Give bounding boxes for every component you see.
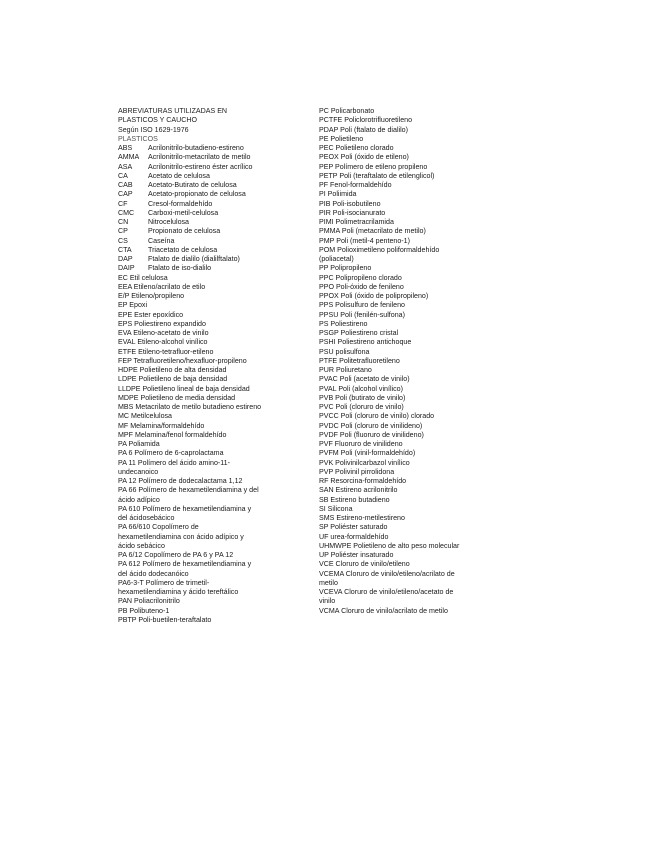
abbreviation-entry: del ácido dodecanóico — [118, 569, 189, 578]
abbreviation-entry: PBTP Poli-buetilen-teraftalato — [118, 615, 212, 624]
abbreviation-entry: PVDC Poli (cloruro de vinilideno) — [319, 421, 423, 430]
abbreviation-entry: PIMI Polimetracrilamida — [319, 218, 394, 226]
abbreviation-entry: HDPE Polietileno de alta densidad — [118, 366, 227, 374]
abbreviation-entry: PSGP Poliestireno cristal — [319, 329, 399, 337]
abbreviation-entry: PDAP Poli (ftalato de dialilo) — [319, 125, 408, 134]
abbreviation-entry: PVDF Poli (fluoruro de vinilideno) — [319, 430, 424, 439]
abbreviation-entry: ETFE Etileno-tetrafluor-etileno — [118, 347, 214, 356]
abbreviation-code: CAB — [118, 181, 133, 189]
abbreviation-entry: PPSU Poli (fenilén-sulfona) — [319, 310, 405, 319]
abbreviation-entry: PA 612 Polímero de hexametilendiamina y — [118, 560, 252, 569]
abbreviation-entry: MF Melamina/formaldehído — [118, 421, 205, 430]
abbreviation-entry: PVCC Poli (cloruro de vinilo) clorado — [319, 412, 435, 421]
abbreviation-entry: MPF Melamina/fenol formaldehído — [118, 430, 227, 439]
abbreviation-entry: PI Poliimida — [319, 190, 357, 199]
abbreviation-entry: EC Etil celulosa — [118, 273, 168, 282]
abbreviation-entry: MBS Metacrilato de metilo butadieno estireno — [118, 403, 262, 411]
heading-line: ABREVIATURAS UTILIZADAS EN — [118, 107, 228, 115]
abbreviation-entry: (poliacetal) — [319, 255, 354, 263]
abbreviation-entry: undecanoico — [118, 467, 159, 476]
abbreviation-entry: PA 11 Polímero del ácido amino-11- — [118, 458, 230, 467]
abbreviation-entry: PA 12 Polímero de dodecalactama 1,12 — [118, 477, 243, 485]
abbreviation-entry: PA Poliamida — [118, 440, 160, 448]
abbreviation-entry: PSU polisulfona — [319, 347, 370, 356]
abbreviation-code: CAP — [118, 190, 133, 199]
abbreviation-description: Acrilonitrilo-metacrilato de metilo — [148, 153, 251, 162]
abbreviation-entry: SI Silicona — [319, 504, 353, 513]
abbreviation-entry: VCEVA Cloruro de vinilo/etileno/acetato de — [319, 588, 454, 596]
abbreviation-entry: RF Resorcina-formaldehído — [319, 477, 407, 485]
abbreviation-entry: PVAL Poli (alcohol vinílico) — [319, 384, 403, 393]
abbreviation-entry: PPS Polisulfuro de fenileno — [319, 301, 405, 310]
abbreviation-entry: LLDPE Polietileno lineal de baja densidad — [118, 384, 250, 393]
abbreviation-row — [118, 172, 308, 181]
abbreviation-entry: EVAL Etileno-alcohol vinílico — [118, 338, 208, 347]
abbreviation-entry: ácido sebácico — [118, 541, 165, 550]
abbreviation-entry: del ácidosebácico — [118, 514, 175, 522]
abbreviation-code: CP — [118, 227, 128, 236]
abbreviation-entry: PVC Poli (cloruro de vinilo) — [319, 403, 404, 411]
abbreviation-entry: PVAC Poli (acetato de vinilo) — [319, 375, 410, 384]
right-column — [319, 107, 524, 616]
abbreviation-entry: vinilo — [319, 597, 336, 606]
abbreviation-description: Acrilonitrilo-estireno éster acrílico — [148, 162, 253, 171]
abbreviation-entry: PP Polipropileno — [319, 264, 372, 273]
abbreviation-entry: LDPE Polietileno de baja densidad — [118, 375, 228, 384]
abbreviation-entry: PA 66 Polímero de hexametilendiamina y del — [118, 486, 259, 495]
abbreviation-code: AMMA — [118, 153, 140, 162]
abbreviation-entry: PVK Polivinilcarbazol vinílico — [319, 458, 410, 467]
abbreviation-entry: EPE Ester epoxídico — [118, 310, 184, 319]
abbreviation-entry: PA 66/610 Copolímero de — [118, 523, 199, 532]
abbreviation-entry: PA6-3-T Polímero de trimetil- — [118, 578, 210, 587]
abbreviation-entry: metilo — [319, 578, 338, 587]
abbreviation-entry: PVFM Poli (vinil-formaldehído) — [319, 449, 416, 458]
abbreviation-row — [118, 218, 308, 227]
abbreviation-row — [118, 153, 308, 162]
abbreviation-description: Triacetato de celulosa — [148, 245, 218, 254]
section-title: PLASTICOS — [118, 134, 158, 143]
abbreviation-entry: PA 610 Polímero de hexametilendiamina y — [118, 504, 252, 513]
abbreviation-entry: PB Polibuteno-1 — [118, 606, 170, 615]
abbreviation-entry: VCEMA Cloruro de vinilo/etileno/acrilato de — [319, 569, 455, 578]
abbreviation-entry: SP Poliéster saturado — [319, 523, 388, 532]
abbreviation-code: CN — [118, 218, 129, 226]
abbreviation-description: Acetato de celulosa — [148, 171, 210, 180]
abbreviation-entry: PVF Fluoruro de vinilideno — [319, 440, 403, 448]
abbreviation-entry: E/P Etileno/propileno — [118, 292, 185, 300]
abbreviation-code: CA — [118, 171, 128, 180]
abbreviation-code: DAP — [118, 255, 133, 263]
abbreviation-row — [118, 209, 308, 218]
abbreviation-row — [118, 246, 308, 255]
abbreviation-entry: MDPE Polietileno de media densidad — [118, 393, 236, 402]
abbreviation-description: Acetato-Butirato de celulosa — [148, 181, 237, 189]
abbreviation-entry: EP Epoxi — [118, 301, 148, 310]
abbreviation-code: DAIP — [118, 264, 135, 273]
abbreviation-description: Acetato-propionato de celulosa — [148, 190, 246, 199]
abbreviation-row — [118, 237, 308, 246]
abbreviation-description: Acrilonitrilo-butadieno-estireno — [148, 144, 244, 152]
abbreviation-entry: PA 6/12 Copolímero de PA 6 y PA 12 — [118, 551, 234, 559]
abbreviation-entry: PCTFE Policlorotrifluoretileno — [319, 116, 413, 125]
abbreviation-entry: PEP Polímero de etileno propileno — [319, 162, 428, 171]
abbreviation-entry: PTFE Politetrafluoretileno — [319, 356, 400, 365]
abbreviation-entry: MC Metilcelulosa — [118, 412, 173, 421]
abbreviation-row — [118, 264, 308, 273]
abbreviation-description: Cresol-formaldehído — [148, 199, 213, 208]
abbreviation-description: Propionato de celulosa — [148, 227, 221, 236]
heading-line: PLASTICOS Y CAUCHO — [118, 116, 197, 125]
abbreviation-code: ASA — [118, 162, 133, 171]
abbreviation-entry: PIB Poli-isobutileno — [319, 199, 381, 208]
abbreviation-entry: EVA Etileno-acetato de vinilo — [118, 329, 209, 337]
abbreviation-entry: PMP Poli (metil-4 penteno-1) — [319, 236, 410, 245]
abbreviation-entry: UP Poliéster insaturado — [319, 551, 394, 559]
abbreviation-entry: SAN Estireno acrilonitrilo — [319, 486, 398, 495]
abbreviation-entry: SB Estireno butadieno — [319, 495, 390, 504]
abbreviation-entry: VCMA Cloruro de vinilo/acrilato de metilo — [319, 606, 448, 615]
heading-line: Según ISO 1629-1976 — [118, 125, 189, 134]
abbreviation-entry: VCE Cloruro de vinilo/etileno — [319, 560, 410, 569]
abbreviation-description: Nitrocelulosa — [148, 218, 190, 226]
abbreviation-entry: PVP Polivinil pirrolidona — [319, 467, 395, 476]
abbreviation-entry: UF urea-formaldehído — [319, 532, 389, 541]
abbreviation-row — [118, 181, 308, 190]
abbreviation-row — [118, 144, 308, 153]
abbreviation-entry: PPOX Poli (óxido de polipropileno) — [319, 292, 429, 300]
abbreviation-entry: PIR Poli-isocianurato — [319, 208, 386, 217]
abbreviation-entry: PAN Poliacrilonitrilo — [118, 597, 180, 606]
abbreviation-row — [118, 190, 308, 199]
abbreviation-description: Caseína — [148, 236, 175, 245]
abbreviation-entry: ácido adípico — [118, 495, 160, 504]
abbreviation-entry: PEC Polietileno clorado — [319, 144, 394, 152]
abbreviation-row — [118, 255, 308, 264]
abbreviation-entry: FEP Tetrafluoretileno/hexafluor-propileno — [118, 356, 247, 365]
abbreviation-entry: hexametilendiamina y ácido tereftálico — [118, 588, 239, 596]
abbreviation-entry: PPC Polipropileno clorado — [319, 273, 402, 282]
abbreviation-entry: POM Polioximetileno poliformaldehído — [319, 245, 440, 254]
abbreviation-entry: PE Polietileno — [319, 134, 364, 143]
abbreviation-entry: PEOX Poli (óxido de etileno) — [319, 153, 409, 162]
abbreviation-code: CTA — [118, 245, 132, 254]
abbreviation-entry: PA 6 Polímero de 6-caprolactama — [118, 449, 224, 458]
abbreviation-code: ABS — [118, 144, 133, 152]
abbreviation-entry: PUR Poliuretano — [319, 366, 372, 374]
abbreviation-entry: PETP Poli (teraftalato de etilenglicol) — [319, 171, 435, 180]
abbreviation-entry: EEA Etileno/acrilato de etilo — [118, 282, 206, 291]
abbreviation-entry: hexametilendiamina con ácido adípico y — [118, 532, 244, 541]
abbreviation-entry: PF Fenol-formaldehído — [319, 181, 392, 189]
abbreviation-row — [118, 163, 308, 172]
abbreviation-description: Carboxi-metil-celulosa — [148, 208, 219, 217]
abbreviation-code: CS — [118, 236, 128, 245]
abbreviation-entry: PSHI Poliestireno antichoque — [319, 338, 412, 347]
abbreviation-entry: PC Policarbonato — [319, 107, 375, 115]
abbreviation-entry: PVB Poli (butirato de vinilo) — [319, 393, 406, 402]
abbreviation-description: Ftalato de dialilo (dialilftalato) — [148, 255, 240, 263]
abbreviation-code: CMC — [118, 208, 135, 217]
abbreviation-row — [118, 227, 308, 236]
abbreviation-entry: EPS Poliestireno expandido — [118, 319, 206, 328]
abbreviation-row — [118, 200, 308, 209]
abbreviation-description: Ftalato de iso-dialilo — [148, 264, 212, 273]
abbreviation-code: CF — [118, 199, 128, 208]
abbreviation-entry: PMMA Poli (metacrilato de metilo) — [319, 227, 426, 236]
abbreviation-entry: PS Poliestireno — [319, 319, 368, 328]
abbreviation-entry: UHMWPE Polietileno de alto peso molecular — [319, 541, 460, 550]
abbreviation-entry: SMS Estireno-metilestireno — [319, 514, 405, 522]
left-column — [118, 107, 308, 625]
abbreviation-entry: PPO Poli-óxido de fenileno — [319, 282, 404, 291]
